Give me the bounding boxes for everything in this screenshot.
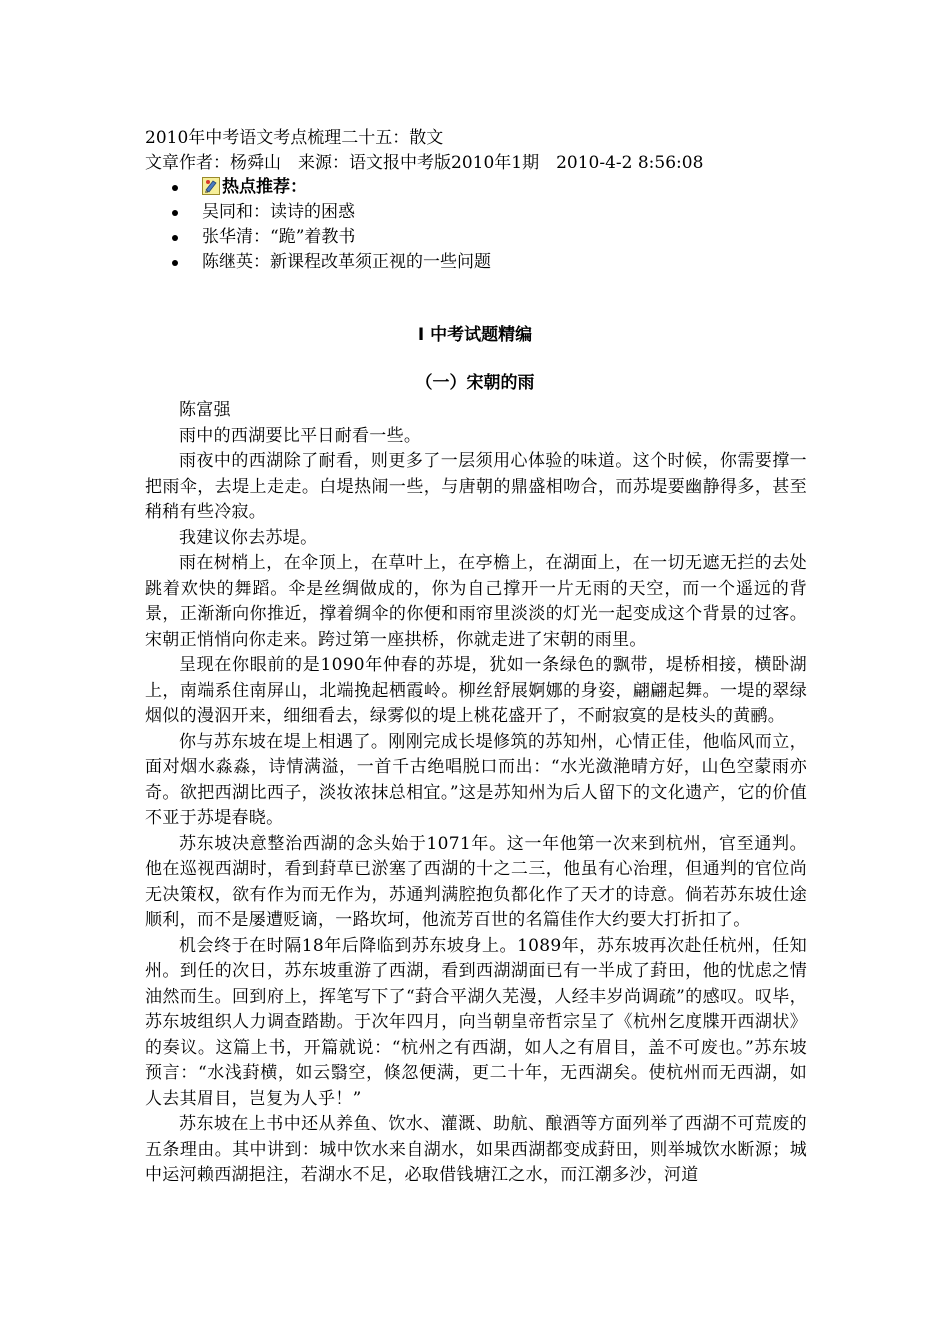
bullet-dot [172, 210, 178, 216]
bullet-dot [172, 185, 178, 191]
bullet-dot [172, 260, 178, 266]
author-line: 陈富强 [179, 400, 231, 420]
article-title: （一）宋朝的雨 [415, 373, 535, 393]
bullet-dot [172, 235, 178, 241]
article-byline: 文章作者：杨舜山 来源：语文报中考版2010年1期 2010-4-2 8:56:08 [145, 153, 704, 173]
paragraph: 呈现在你眼前的是1090年仲春的苏堤，犹如一条绿色的飘带，堤桥相接，横卧湖上，南端系住南屏山，北端挽起栖霞岭。柳丝舒展婀娜的身姿，翩翩起舞。一堤的翠绿烟似的漫泅开来，细细看去，绿雾似的堤上桃花盛开了，不耐寂寞的是枝头的黄鹂。 [145, 655, 807, 726]
document-title: 2010年中考语文考点梳理二十五：散文 [145, 128, 444, 148]
hot-item-label[interactable]: 吴同和：读诗的困惑 [202, 202, 355, 222]
paragraph: 苏东坡在上书中还从养鱼、饮水、灌溉、助航、酿酒等方面列举了西湖不可荒废的五条理由。其中讲到：城中饮水来自湖水，如果西湖都变成葑田，则举城饮水断源；城中运河赖西湖挹注，若湖水不足，必取借钱塘江之水，而江潮多沙，河道 [145, 1114, 807, 1185]
hot-item-label[interactable]: 陈继英：新课程改革须正视的一些问题 [202, 252, 491, 272]
paragraph: 我建议你去苏堤。 [179, 527, 318, 548]
hot-item-label[interactable]: 张华清：“跪”着教书 [202, 227, 356, 247]
paragraph: 雨夜中的西湖除了耐看，则更多了一层须用心体验的味道。这个时候，你需要撑一把雨伞，去堤上走走。白堤热闹一些，与唐朝的鼎盛相吻合，而苏堤要幽静得多，甚至稍稍有些冷寂。 [145, 451, 807, 522]
section-title: Ⅰ 中考试题精编 [417, 325, 533, 345]
hot-recommend-label: 热点推荐： [222, 177, 307, 197]
article-body [145, 398, 807, 1189]
paragraph: 机会终于在时隔18年后降临到苏东坡身上。1089年，苏东坡再次赴任杭州，任知州。到任的次日，苏东坡重游了西湖，看到西湖湖面已有一半成了葑田，他的忧虑之情油然而生。回到府上，挥笔写下了“葑合平湖久芜漫，人经丰岁尚调疏”的感叹。叹毕，苏东坡组织人力调查踏勘。于次年四月，向当朝皇帝哲宗呈了《杭州乞度牒开西湖状》的奏议。这篇上书，开篇就说：“杭州之有西湖，如人之有眉目，盖不可废也。”苏东坡预言：“水浅葑横，如云翳空，倏忽便满，更二十年，无西湖矣。使杭州而无西湖，如人去其眉目，岂复为人乎！” [145, 935, 807, 1109]
paragraph: 你与苏东坡在堤上相遇了。刚刚完成长堤修筑的苏知州，心情正佳，他临风而立，面对烟水淼淼，诗情满溢，一首千古绝唱脱口而出：“水光潋滟晴方好，山色空蒙雨亦奇。欲把西湖比西子，淡妆浓抹总相宜。”这是苏知州为后人留下的文化遗产，它的价值不亚于苏堤春晓。 [145, 731, 807, 828]
paragraph: 雨中的西湖要比平日耐看一些。 [179, 425, 422, 446]
paragraph: 雨在树梢上，在伞顶上，在草叶上，在亭檐上，在湖面上，在一切无遮无拦的去处跳着欢快的舞蹈。伞是丝绸做成的，你为自己撑开一片无雨的天空，而一个遥远的背景，正渐渐向你推近，撑着绸伞的你便和雨帘里淡淡的灯光一起变成这个背景的过客。宋朝正悄悄向你走来。跨过第一座拱桥，你就走进了宋朝的雨里。 [145, 553, 807, 650]
hot-recommend-icon [202, 177, 220, 195]
paragraph: 苏东坡决意整治西湖的念头始于1071年。这一年他第一次来到杭州，官至通判。他在巡视西湖时，看到葑草已淤塞了西湖的十之二三，他虽有心治理，但通判的官位尚无决策权，欲有作为而无作为，苏通判满腔抱负都化作了天才的诗意。倘若苏东坡仕途顺利，而不是屡遭贬谪，一路坎坷，他流芳百世的名篇佳作大约要大打折扣了。 [145, 833, 807, 930]
